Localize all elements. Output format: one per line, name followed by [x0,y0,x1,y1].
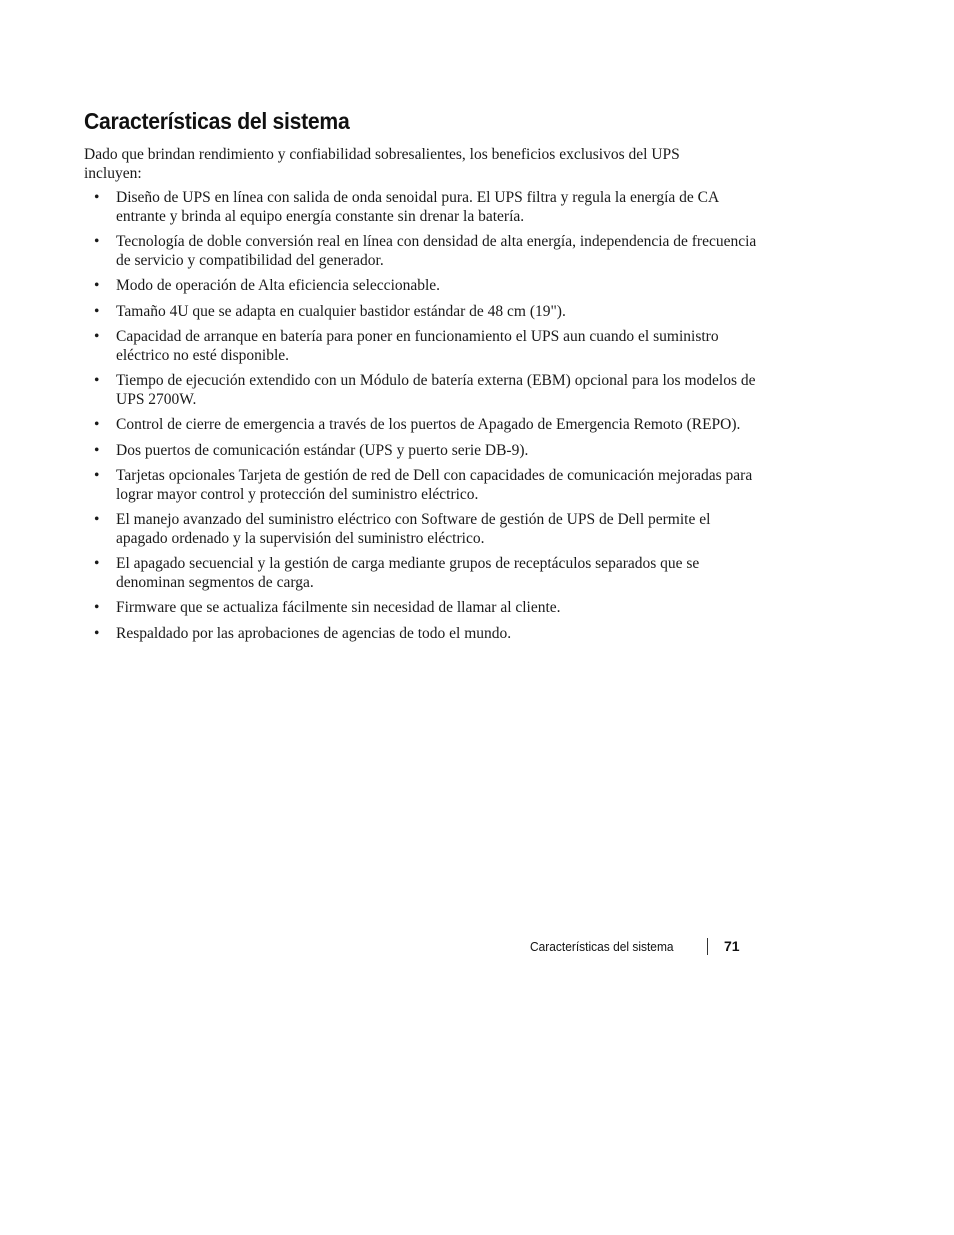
feature-list-item [84,233,764,270]
feature-list-item [84,599,764,618]
feature-list-item [84,303,764,322]
feature-text: Respaldado por las aprobaciones de agencias de todo el mundo. [116,624,512,642]
feature-list-item [84,416,764,435]
bullet-icon: • [94,302,100,320]
feature-text: Tecnología de doble conversión real en línea con densidad de alta energía, independencia de frecuencia de servicio y compatibilidad del generador. [116,233,757,269]
bullet-icon: • [94,467,100,484]
bullet-icon: • [94,233,100,250]
feature-list-item [84,442,764,461]
bullet-icon: • [94,511,100,528]
page-number: 71 [724,938,740,954]
feature-text: Firmware que se actualiza fácilmente sin necesidad de llamar al cliente. [116,599,561,616]
feature-list-item [84,189,764,226]
bullet-icon: • [94,372,100,389]
feature-list-item [84,511,764,548]
bullet-icon: • [94,441,100,459]
feature-text: Control de cierre de emergencia a través de los puertos de Apagado de Emergencia Remoto (REPO). [116,416,741,433]
bullet-icon: • [94,624,100,642]
bullet-icon: • [94,599,100,616]
page-footer [530,938,750,958]
bullet-icon: • [94,189,100,206]
bullet-icon: • [94,277,100,294]
feature-list-item [84,555,764,592]
feature-text: Diseño de UPS en línea con salida de onda senoidal pura. El UPS filtra y regula la energía de CA entrante y brinda al equipo energía constante sin drenar la batería. [116,189,719,225]
feature-text: Tamaño 4U que se adapta en cualquier bastidor estándar de 48 cm (19"). [116,302,566,320]
feature-text: Tiempo de ejecución extendido con un Módulo de batería externa (EBM) opcional para los modelos de UPS 2700W. [116,372,756,408]
feature-list-item [84,467,764,504]
bullet-icon: • [94,328,100,345]
feature-list-item [84,625,764,644]
feature-text: El apagado secuencial y la gestión de carga mediante grupos de receptáculos separados que se denominan segmentos de carga. [116,555,700,591]
feature-list-item [84,372,764,409]
footer-section-title: Características del sistema [530,939,674,954]
feature-text: Dos puertos de comunicación estándar (UPS y puerto serie DB-9). [116,441,529,459]
bullet-icon: • [94,555,100,572]
feature-text: Tarjetas opcionales Tarjeta de gestión de red de Dell con capacidades de comunicación mejoradas para lograr mayor control y protección del suministro eléctrico. [116,467,753,503]
bullet-icon: • [94,416,100,433]
intro-paragraph: Dado que brindan rendimiento y confiabilidad sobresalientes, los beneficios exclusivos del UPS incluyen: [84,146,680,182]
page-title: Características del sistema [84,108,350,134]
feature-list-item [84,277,764,296]
feature-text: Capacidad de arranque en batería para poner en funcionamiento el UPS aun cuando el suministro eléctrico no esté disponible. [116,328,719,364]
feature-text: El manejo avanzado del suministro eléctrico con Software de gestión de UPS de Dell permite el apagado ordenado y la supervisión del suministro eléctrico. [116,511,711,547]
footer-divider [707,938,708,955]
feature-list-item [84,328,764,365]
feature-list [84,189,764,650]
feature-text: Modo de operación de Alta eficiencia seleccionable. [116,277,441,294]
